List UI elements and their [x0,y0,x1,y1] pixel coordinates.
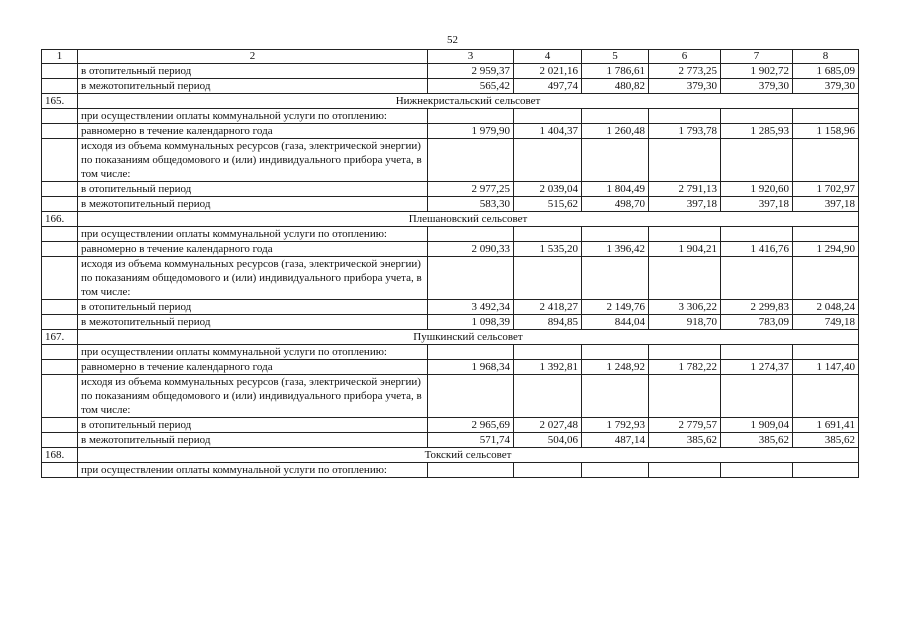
row-label: равномерно в течение календарного года [78,242,428,257]
value-cell: 498,70 [582,197,649,212]
column-number-cell: 3 [428,50,514,64]
value-cell: 2 791,13 [649,182,721,197]
value-cell [721,375,793,418]
value-cell: 1 392,81 [514,360,582,375]
value-cell [428,463,514,478]
value-cell: 2 418,27 [514,300,582,315]
value-cell: 583,30 [428,197,514,212]
page-number: 52 [447,34,458,46]
value-cell: 1 702,97 [793,182,859,197]
value-cell [793,375,859,418]
index-cell [42,242,78,257]
description-row [42,109,859,124]
value-cell: 2 773,25 [649,64,721,79]
index-cell [42,79,78,94]
index-cell [42,227,78,242]
value-cell: 480,82 [582,79,649,94]
value-cell: 487,14 [582,433,649,448]
description-row [42,463,859,478]
value-cell: 2 149,76 [582,300,649,315]
row-label: в отопительный период [78,300,428,315]
value-cell: 1 909,04 [721,418,793,433]
row-label: равномерно в течение календарного года [78,124,428,139]
value-row [42,315,859,330]
value-cell: 1 968,34 [428,360,514,375]
value-cell [793,463,859,478]
value-row [42,360,859,375]
value-cell [721,257,793,300]
value-cell [649,375,721,418]
section-index: 165. [42,94,78,109]
value-cell [428,257,514,300]
value-cell [514,139,582,182]
value-cell [514,227,582,242]
value-cell: 1 158,96 [793,124,859,139]
index-cell [42,463,78,478]
index-cell [42,345,78,360]
value-cell: 1 274,37 [721,360,793,375]
index-cell [42,139,78,182]
value-cell: 1 902,72 [721,64,793,79]
value-cell [649,227,721,242]
value-cell [721,227,793,242]
value-cell [514,375,582,418]
row-label: при осуществлении оплаты коммунальной услуги по отоплению: [78,227,428,242]
column-number-row [42,50,859,64]
value-cell: 1 416,76 [721,242,793,257]
value-cell: 1 285,93 [721,124,793,139]
value-cell [514,257,582,300]
description-row [42,375,859,418]
row-label: исходя из объема коммунальных ресурсов (газа, электрической энергии) по показаниям общедомового и (или) индивидуального прибора учета, в том числе: [78,139,428,182]
value-cell: 749,18 [793,315,859,330]
index-cell [42,257,78,300]
index-cell [42,418,78,433]
column-number-cell: 8 [793,50,859,64]
section-title: Пушкинский сельсовет [78,330,859,345]
value-cell: 783,09 [721,315,793,330]
value-cell: 504,06 [514,433,582,448]
value-cell: 1 535,20 [514,242,582,257]
section-row [42,212,859,227]
value-cell: 385,62 [649,433,721,448]
value-cell: 3 306,22 [649,300,721,315]
value-cell [793,139,859,182]
value-cell [721,463,793,478]
value-cell [721,345,793,360]
value-row [42,433,859,448]
value-cell [428,139,514,182]
section-title: Токский сельсовет [78,448,859,463]
value-cell: 397,18 [793,197,859,212]
index-cell [42,300,78,315]
row-label: при осуществлении оплаты коммунальной услуги по отоплению: [78,463,428,478]
value-cell: 565,42 [428,79,514,94]
index-cell [42,182,78,197]
description-row [42,257,859,300]
value-cell: 1 920,60 [721,182,793,197]
description-row [42,345,859,360]
column-number-cell: 2 [78,50,428,64]
description-row [42,227,859,242]
section-row [42,330,859,345]
value-cell [582,109,649,124]
row-label: равномерно в течение календарного года [78,360,428,375]
value-cell: 515,62 [514,197,582,212]
value-cell: 397,18 [721,197,793,212]
value-cell [582,463,649,478]
value-cell: 1 098,39 [428,315,514,330]
value-cell: 1 691,41 [793,418,859,433]
row-label: при осуществлении оплаты коммунальной услуги по отоплению: [78,109,428,124]
value-cell: 2 977,25 [428,182,514,197]
section-title: Плешановский сельсовет [78,212,859,227]
value-cell: 1 404,37 [514,124,582,139]
value-cell [649,463,721,478]
value-cell [793,345,859,360]
row-label: в отопительный период [78,418,428,433]
value-cell: 1 904,21 [649,242,721,257]
value-cell: 379,30 [649,79,721,94]
index-cell [42,315,78,330]
row-label: в отопительный период [78,64,428,79]
table-body [42,50,859,478]
value-row [42,124,859,139]
value-cell: 1 792,93 [582,418,649,433]
value-cell: 1 147,40 [793,360,859,375]
index-cell [42,375,78,418]
value-cell: 2 299,83 [721,300,793,315]
value-cell [793,227,859,242]
section-index: 167. [42,330,78,345]
value-cell: 918,70 [649,315,721,330]
value-cell: 2 027,48 [514,418,582,433]
value-cell [649,139,721,182]
value-cell: 1 786,61 [582,64,649,79]
row-label: в отопительный период [78,182,428,197]
row-label: исходя из объема коммунальных ресурсов (газа, электрической энергии) по показаниям общедомового и (или) индивидуального прибора учета, в том числе: [78,375,428,418]
index-cell [42,360,78,375]
value-cell [582,227,649,242]
column-number-cell: 6 [649,50,721,64]
value-cell: 1 804,49 [582,182,649,197]
index-cell [42,124,78,139]
row-label: в межотопительный период [78,315,428,330]
value-cell [649,345,721,360]
row-label: в межотопительный период [78,79,428,94]
value-row [42,182,859,197]
value-cell: 1 685,09 [793,64,859,79]
value-cell [582,139,649,182]
value-cell: 2 048,24 [793,300,859,315]
value-cell [428,227,514,242]
value-cell [793,109,859,124]
row-label: при осуществлении оплаты коммунальной услуги по отоплению: [78,345,428,360]
column-number-cell: 7 [721,50,793,64]
value-row [42,418,859,433]
value-cell: 497,74 [514,79,582,94]
value-cell: 1 979,90 [428,124,514,139]
value-cell: 1 294,90 [793,242,859,257]
value-cell: 1 260,48 [582,124,649,139]
index-cell [42,197,78,212]
value-cell [582,345,649,360]
row-label: в межотопительный период [78,433,428,448]
row-label: исходя из объема коммунальных ресурсов (газа, электрической энергии) по показаниям общедомового и (или) индивидуального прибора учета, в том числе: [78,257,428,300]
value-row [42,242,859,257]
value-cell [649,257,721,300]
value-cell [428,375,514,418]
value-cell: 3 492,34 [428,300,514,315]
value-cell: 385,62 [793,433,859,448]
section-row [42,94,859,109]
value-cell: 2 039,04 [514,182,582,197]
value-cell: 1 793,78 [649,124,721,139]
value-cell [514,109,582,124]
value-cell [514,463,582,478]
value-cell [721,139,793,182]
value-cell: 894,85 [514,315,582,330]
value-cell [428,109,514,124]
value-cell [514,345,582,360]
description-row [42,139,859,182]
value-cell: 2 959,37 [428,64,514,79]
value-row [42,64,859,79]
value-cell: 2 965,69 [428,418,514,433]
value-cell: 379,30 [793,79,859,94]
value-cell: 1 396,42 [582,242,649,257]
value-cell [582,257,649,300]
value-cell [649,109,721,124]
section-row [42,448,859,463]
value-cell: 397,18 [649,197,721,212]
value-cell: 2 090,33 [428,242,514,257]
value-row [42,300,859,315]
value-cell: 379,30 [721,79,793,94]
index-cell [42,433,78,448]
value-cell [582,375,649,418]
value-cell: 571,74 [428,433,514,448]
value-cell: 1 782,22 [649,360,721,375]
value-cell [721,109,793,124]
value-cell: 385,62 [721,433,793,448]
value-cell: 844,04 [582,315,649,330]
section-index: 166. [42,212,78,227]
value-row [42,197,859,212]
column-number-cell: 4 [514,50,582,64]
tariff-table [41,49,859,478]
row-label: в межотопительный период [78,197,428,212]
index-cell [42,109,78,124]
value-cell: 1 248,92 [582,360,649,375]
value-cell [428,345,514,360]
column-number-cell: 5 [582,50,649,64]
value-cell: 2 021,16 [514,64,582,79]
value-cell [793,257,859,300]
section-title: Нижнекристальский сельсовет [78,94,859,109]
index-cell [42,64,78,79]
column-number-cell: 1 [42,50,78,64]
value-row [42,79,859,94]
section-index: 168. [42,448,78,463]
value-cell: 2 779,57 [649,418,721,433]
